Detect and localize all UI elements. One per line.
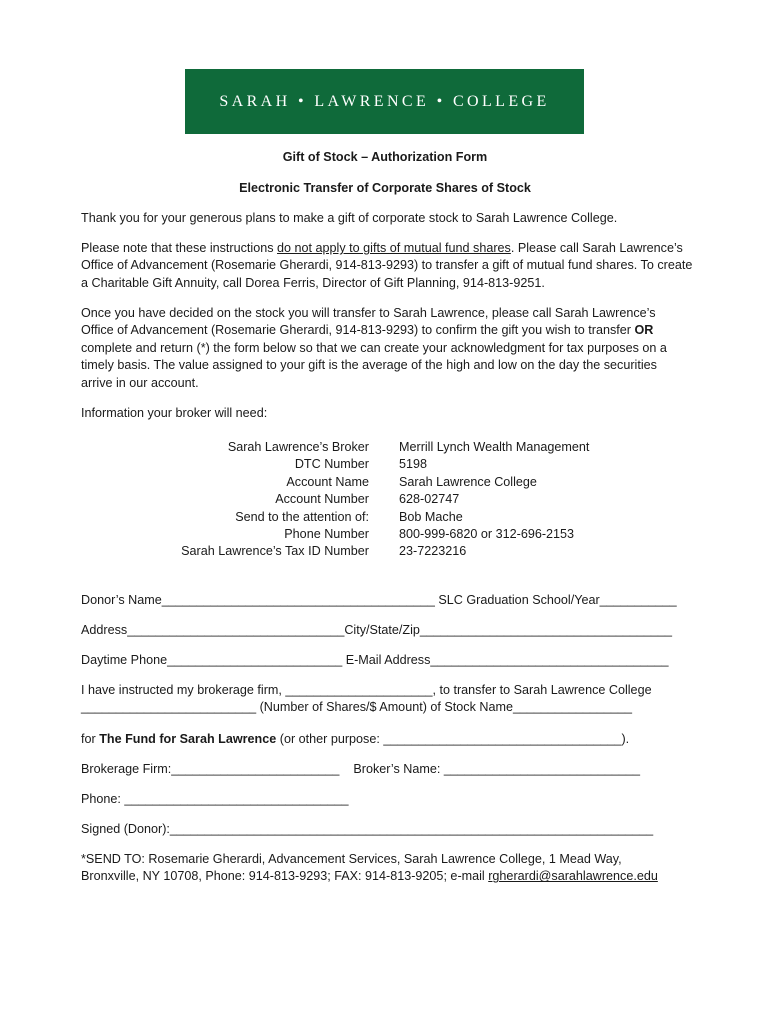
broker-info-value: 628-02747 [399, 492, 460, 507]
send-to-text: *SEND TO: Rosemarie Gherardi, Advancement Services, Sarah Lawrence College, 1 Mead Way, Bronxville, NY 10708, Phone: 914-813-9293; FAX: 914-813-9205; e-mail [81, 852, 622, 884]
send-to-instructions [81, 851, 681, 886]
broker-info-value: 23-7223216 [399, 544, 467, 559]
donor-name-field[interactable]: Donor’s Name_______________________________________ SLC Graduation School/Year___________ [81, 593, 677, 607]
broker-info-row [0, 456, 770, 473]
broker-info-intro: Information your broker will need: [81, 406, 268, 420]
broker-info-label: Account Number [275, 492, 369, 507]
or-emphasis: OR [634, 323, 654, 338]
fund-for-text: for [81, 732, 100, 746]
broker-info-value: 5198 [399, 457, 428, 472]
broker-info-value: Merrill Lynch Wealth Management [399, 440, 590, 454]
broker-info-row [0, 439, 770, 456]
broker-info-label: Account Name [286, 474, 369, 489]
broker-info-table [0, 439, 770, 561]
instructions-text-end: complete and return (*) the form below so that we can create your acknowledgment for tax purposes on a timely basis. The value assigned to your gift is the average of the high and low on the day the securities arrive in our account. [81, 340, 667, 390]
other-purpose-text: (or other purpose: __________________________________). [276, 732, 630, 746]
broker-info-row [0, 491, 770, 508]
note-text-end: . Please call Sarah Lawrence’s Office of Advancement (Rosemarie Gherardi, 914-813-9293) to transfer a gift of mutual fund shares. To create a Charitable Gift Annuity, call Dorea Ferris, Director of Gift Planning, 914-813-9251. [81, 241, 693, 290]
note-underlined-text: do not apply to gifts of mutual fund shares [277, 241, 511, 255]
broker-info-value: Sarah Lawrence College [399, 474, 537, 489]
instructions-text-start: Once you have decided on the stock you will transfer to Sarah Lawrence, please call Sarah Lawrence’s Office of Advancement (Rosemarie Gherardi, 914-813-9293) to confirm the gift you wish to transfer [81, 306, 656, 338]
broker-info-value: Bob Mache [399, 509, 463, 524]
daytime-phone-field[interactable]: Daytime Phone_________________________ E-Mail Address__________________________________ [81, 653, 669, 667]
broker-info-label: Send to the attention of: [235, 509, 369, 524]
broker-info-value: 800-999-6820 or 312-696-2153 [399, 526, 575, 541]
form-title: Gift of Stock – Authorization Form [282, 150, 488, 164]
form-subtitle: Electronic Transfer of Corporate Shares of Stock [239, 181, 531, 195]
fund-name: The Fund for Sarah Lawrence [99, 732, 277, 746]
broker-info-label: DTC Number [294, 457, 369, 472]
signature-field[interactable]: Signed (Donor):_____________________________________________________________________ [81, 822, 654, 836]
address-field[interactable]: Address_______________________________City/State/Zip____________________________________ [81, 623, 673, 637]
broker-info-label: Phone Number [284, 526, 369, 541]
broker-info-row [0, 509, 770, 526]
phone-field[interactable]: Phone: ________________________________ [81, 792, 349, 806]
broker-info-row [0, 474, 770, 491]
email-link[interactable]: rgherardi@sarahlawrence.edu [488, 869, 658, 884]
mutual-fund-note [81, 240, 701, 292]
broker-info-label: Sarah Lawrence’s Broker [227, 440, 369, 454]
fund-purpose-field[interactable] [81, 731, 629, 748]
shares-amount-field[interactable]: _________________________ (Number of Shares/$ Amount) of Stock Name_________________ [81, 700, 633, 714]
instructions-paragraph [81, 305, 681, 392]
broker-info-row [0, 526, 770, 543]
intro-paragraph: Thank you for your generous plans to make a gift of corporate stock to Sarah Lawrence College. [81, 211, 618, 225]
broker-info-row [0, 543, 770, 560]
college-logo-banner: SARAH • LAWRENCE • COLLEGE [185, 69, 584, 134]
brokerage-firm-field[interactable]: Brokerage Firm:________________________ Broker’s Name: ____________________________ [81, 762, 641, 776]
brokerage-instruction-field[interactable]: I have instructed my brokerage firm, _____________________, to transfer to Sarah Lawrence College [81, 683, 652, 697]
note-text-start: Please note that these instructions [81, 241, 278, 255]
broker-info-label: Sarah Lawrence’s Tax ID Number [181, 544, 369, 559]
